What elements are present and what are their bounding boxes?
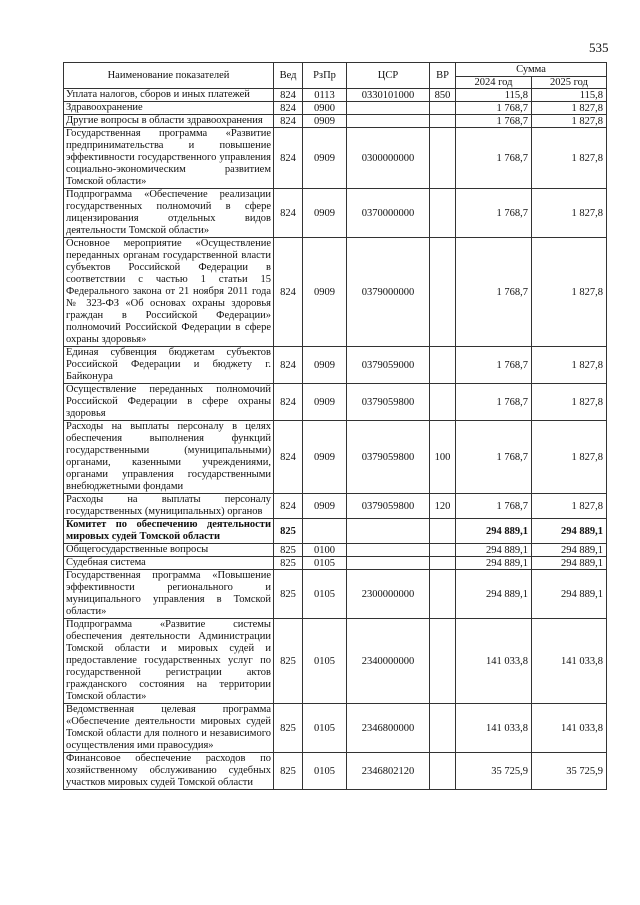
row-name: Комитет по обеспечению деятельности мировых судей Томской области	[64, 519, 274, 544]
row-rzpr: 0909	[303, 421, 347, 494]
row-rzpr: 0909	[303, 189, 347, 238]
row-sum-2025: 294 889,1	[532, 557, 607, 570]
row-ved: 825	[274, 619, 303, 704]
table-row	[64, 189, 607, 238]
row-sum-2025: 1 827,8	[532, 421, 607, 494]
row-ved: 824	[274, 347, 303, 384]
row-rzpr: 0105	[303, 619, 347, 704]
row-sum-2024: 294 889,1	[456, 570, 532, 619]
row-ved: 824	[274, 421, 303, 494]
row-vr	[430, 704, 456, 753]
row-sum-2024: 115,8	[456, 89, 532, 102]
row-sum-2025: 1 827,8	[532, 347, 607, 384]
table-row	[64, 128, 607, 189]
row-ved: 824	[274, 102, 303, 115]
row-sum-2025: 1 827,8	[532, 384, 607, 421]
row-sum-2025: 1 827,8	[532, 102, 607, 115]
row-vr	[430, 189, 456, 238]
row-sum-2025: 294 889,1	[532, 544, 607, 557]
row-rzpr: 0900	[303, 102, 347, 115]
row-vr	[430, 619, 456, 704]
row-vr	[430, 753, 456, 790]
row-sum-2024: 294 889,1	[456, 519, 532, 544]
row-sum-2024: 1 768,7	[456, 494, 532, 519]
row-ved: 825	[274, 519, 303, 544]
row-sum-2025: 1 827,8	[532, 115, 607, 128]
row-vr: 850	[430, 89, 456, 102]
row-sum-2024: 1 768,7	[456, 347, 532, 384]
row-vr	[430, 115, 456, 128]
row-name: Подпрограмма «Развитие системы обеспечения деятельности Администрации Томской области и мировых судей и предоставление государственных услуг по государственной регистрации актов гражданского состояния на территории Томской области»	[64, 619, 274, 704]
row-name: Ведомственная целевая программа «Обеспечение деятельности мировых судей Томской области для полного и независимого осуществления ими правосудия»	[64, 704, 274, 753]
header-vr: ВР	[430, 63, 456, 89]
row-vr	[430, 128, 456, 189]
row-ved: 825	[274, 753, 303, 790]
row-csr	[347, 544, 430, 557]
row-ved: 824	[274, 115, 303, 128]
table-row	[64, 519, 607, 544]
row-csr: 0379000000	[347, 238, 430, 347]
page-number: 535	[589, 40, 609, 55]
header-ved: Вед	[274, 63, 303, 89]
row-sum-2024: 1 768,7	[456, 238, 532, 347]
row-sum-2024: 1 768,7	[456, 384, 532, 421]
row-ved: 824	[274, 238, 303, 347]
row-sum-2025: 1 827,8	[532, 238, 607, 347]
table-body	[64, 89, 607, 790]
row-csr: 0379059800	[347, 384, 430, 421]
header-year-2025: 2025 год	[532, 77, 607, 89]
table-row	[64, 570, 607, 619]
row-name: Осуществление переданных полномочий Российской Федерации в сфере охраны здоровья	[64, 384, 274, 421]
row-csr: 0300000000	[347, 128, 430, 189]
row-csr: 2346800000	[347, 704, 430, 753]
row-sum-2025: 294 889,1	[532, 519, 607, 544]
row-rzpr: 0909	[303, 347, 347, 384]
row-vr	[430, 557, 456, 570]
row-rzpr: 0909	[303, 115, 347, 128]
row-rzpr	[303, 519, 347, 544]
table-row	[64, 753, 607, 790]
row-rzpr: 0113	[303, 89, 347, 102]
table-row	[64, 557, 607, 570]
row-sum-2025: 1 827,8	[532, 189, 607, 238]
row-ved: 825	[274, 557, 303, 570]
row-sum-2025: 294 889,1	[532, 570, 607, 619]
row-rzpr: 0105	[303, 570, 347, 619]
row-sum-2024: 141 033,8	[456, 704, 532, 753]
row-vr	[430, 570, 456, 619]
table-row	[64, 494, 607, 519]
row-rzpr: 0105	[303, 704, 347, 753]
row-sum-2025: 1 827,8	[532, 494, 607, 519]
row-vr	[430, 519, 456, 544]
header-name: Наименование показателей	[64, 63, 274, 89]
budget-table	[63, 62, 607, 790]
table-row	[64, 421, 607, 494]
row-name: Расходы на выплаты персоналу государственных (муниципальных) органов	[64, 494, 274, 519]
row-rzpr: 0909	[303, 128, 347, 189]
table-row	[64, 704, 607, 753]
row-name: Здравоохранение	[64, 102, 274, 115]
table-row	[64, 102, 607, 115]
row-name: Уплата налогов, сборов и иных платежей	[64, 89, 274, 102]
table-row	[64, 384, 607, 421]
row-sum-2024: 1 768,7	[456, 128, 532, 189]
row-name: Расходы на выплаты персоналу в целях обеспечения выполнения функций государственными (муниципальными) органами, казенными учреждениями, органами управления государственными внебюджетными фондами	[64, 421, 274, 494]
row-name: Другие вопросы в области здравоохранения	[64, 115, 274, 128]
row-csr: 0379059800	[347, 421, 430, 494]
row-rzpr: 0105	[303, 557, 347, 570]
row-name: Финансовое обеспечение расходов по хозяйственному обслуживанию судебных участков мировых судей Томской области	[64, 753, 274, 790]
row-rzpr: 0909	[303, 238, 347, 347]
row-csr	[347, 115, 430, 128]
row-vr: 100	[430, 421, 456, 494]
table-row	[64, 544, 607, 557]
row-sum-2024: 294 889,1	[456, 557, 532, 570]
row-csr: 0379059000	[347, 347, 430, 384]
row-rzpr: 0105	[303, 753, 347, 790]
row-rzpr: 0909	[303, 494, 347, 519]
row-sum-2024: 1 768,7	[456, 115, 532, 128]
row-sum-2025: 115,8	[532, 89, 607, 102]
row-sum-2024: 35 725,9	[456, 753, 532, 790]
row-ved: 824	[274, 384, 303, 421]
row-vr	[430, 347, 456, 384]
row-rzpr: 0100	[303, 544, 347, 557]
row-sum-2024: 1 768,7	[456, 102, 532, 115]
row-csr	[347, 557, 430, 570]
table-row	[64, 115, 607, 128]
row-ved: 824	[274, 189, 303, 238]
row-csr: 0330101000	[347, 89, 430, 102]
header-rzpr: РзПр	[303, 63, 347, 89]
row-ved: 824	[274, 494, 303, 519]
table-row	[64, 238, 607, 347]
row-name: Общегосударственные вопросы	[64, 544, 274, 557]
row-ved: 825	[274, 544, 303, 557]
row-csr: 2346802120	[347, 753, 430, 790]
table-row	[64, 619, 607, 704]
row-ved: 824	[274, 89, 303, 102]
row-sum-2024: 1 768,7	[456, 189, 532, 238]
row-sum-2024: 141 033,8	[456, 619, 532, 704]
row-ved: 825	[274, 570, 303, 619]
row-name: Подпрограмма «Обеспечение реализации государственных полномочий в сфере лицензирования отдельных видов деятельности Томской области»	[64, 189, 274, 238]
row-csr	[347, 102, 430, 115]
row-csr: 0379059800	[347, 494, 430, 519]
row-csr: 2340000000	[347, 619, 430, 704]
row-vr	[430, 238, 456, 347]
header-csr: ЦСР	[347, 63, 430, 89]
row-vr	[430, 544, 456, 557]
row-csr: 0370000000	[347, 189, 430, 238]
row-name: Единая субвенция бюджетам субъектов Российской Федерации и бюджету г. Байконура	[64, 347, 274, 384]
row-ved: 825	[274, 704, 303, 753]
row-sum-2025: 1 827,8	[532, 128, 607, 189]
row-name: Государственная программа «Развитие предпринимательства и повышение эффективности государственного управления социально-экономическим развитием Томской области»	[64, 128, 274, 189]
row-name: Основное мероприятие «Осуществление переданных органам государственной власти субъектов Российской Федерации в соответствии с частью 1 статьи 15 Федерального закона от 21 ноября 2011 года № 323-ФЗ «Об основах охраны здоровья граждан в Российской Федерации» полномочий Российской Федерации в сфере охраны здоровья»	[64, 238, 274, 347]
row-name: Государственная программа «Повышение эффективности регионального и муниципального управления в Томской области»	[64, 570, 274, 619]
row-sum-2024: 1 768,7	[456, 421, 532, 494]
row-ved: 824	[274, 128, 303, 189]
table-row	[64, 89, 607, 102]
row-csr: 2300000000	[347, 570, 430, 619]
row-sum-2025: 141 033,8	[532, 704, 607, 753]
row-rzpr: 0909	[303, 384, 347, 421]
row-sum-2024: 294 889,1	[456, 544, 532, 557]
row-sum-2025: 35 725,9	[532, 753, 607, 790]
row-vr: 120	[430, 494, 456, 519]
header-sum: Сумма	[456, 63, 607, 77]
table-row	[64, 347, 607, 384]
row-csr	[347, 519, 430, 544]
row-name: Судебная система	[64, 557, 274, 570]
header-year-2024: 2024 год	[456, 77, 532, 89]
row-vr	[430, 384, 456, 421]
table-header	[64, 63, 607, 89]
row-vr	[430, 102, 456, 115]
row-sum-2025: 141 033,8	[532, 619, 607, 704]
